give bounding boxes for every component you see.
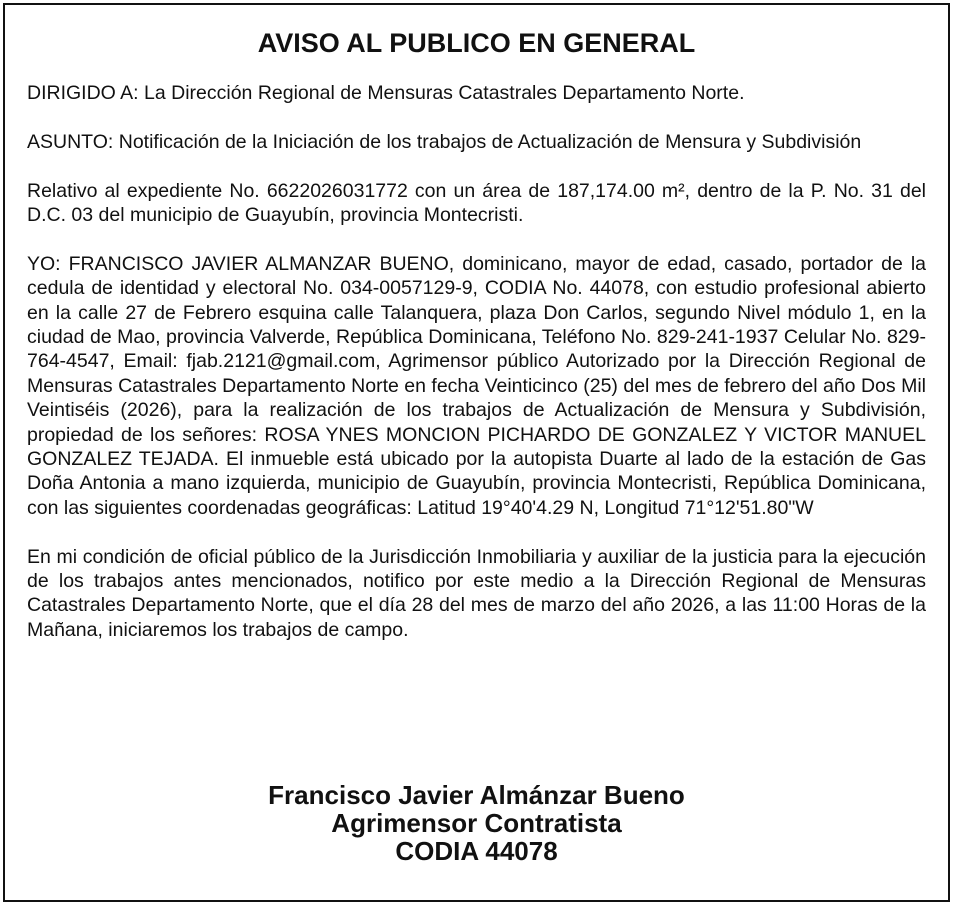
notice-title: AVISO AL PUBLICO EN GENERAL [257, 28, 696, 58]
signature-block [5, 781, 948, 865]
signatory-name: Francisco Javier Almánzar Bueno [268, 780, 685, 810]
file-reference-paragraph: Relativo al expediente No. 6622026031772 con un área de 187,174.00 m², dentro de la P. No. 31 del D.C. 03 del municipio de Guayubín, provincia Montecristi. [27, 179, 926, 226]
notification-paragraph: En mi condición de oficial público de la Jurisdicción Inmobiliaria y auxiliar de la justicia para la ejecución de los trabajos antes mencionados, notifico por este medio a la Dirección Regional de Mensuras Catastrales Departamento Norte, que el día 28 del mes de marzo del año 2026, a las 11:00 Horas de la Mañana, iniciaremos los trabajos de campo. [27, 545, 926, 641]
declaration-paragraph: YO: FRANCISCO JAVIER ALMANZAR BUENO, dominicano, mayor de edad, casado, portador de la cedula de identidad y electoral No. 034-0057129-9, CODIA No. 44078, con estudio profesional abierto en la calle 27 de Febrero esquina calle Talanquera, plaza Don Carlos, segundo Nivel módulo 1, en la ciudad de Mao, provincia Valverde, República Dominicana, Teléfono No. 829-241-1937 Celular No. 829-764-4547, Email: fjab.2121@gmail.com, Agrimensor público Autorizado por la Dirección Regional de Mensuras Catastrales Departamento Norte en fecha Veinticinco (25) del mes de febrero del año Dos Mil Veintiséis (2026), para la realización de los trabajos de Actualización de Mensura y Subdivisión, propiedad de los señores: ROSA YNES MONCION PICHARDO DE GONZALEZ Y VICTOR MANUEL GONZALEZ TEJADA. El inmueble está ubicado por la autopista Duarte al lado de la estación de Gas Doña Antonia a mano izquierda, municipio de Guayubín, provincia Montecristi, República Dominicana, con las siguientes coordenadas geográficas: Latitud 19°40'4.29 N, Longitud 71°12'51.80"W [27, 252, 926, 519]
public-notice [3, 3, 950, 902]
signatory-codia: CODIA 44078 [395, 836, 558, 866]
notice-body [27, 81, 926, 667]
signatory-role: Agrimensor Contratista [331, 808, 622, 838]
addressee-paragraph: DIRIGIDO A: La Dirección Regional de Mensuras Catastrales Departamento Norte. [27, 82, 745, 104]
subject-paragraph: ASUNTO: Notificación de la Iniciación de los trabajos de Actualización de Mensura y Subdivisión [27, 130, 862, 153]
